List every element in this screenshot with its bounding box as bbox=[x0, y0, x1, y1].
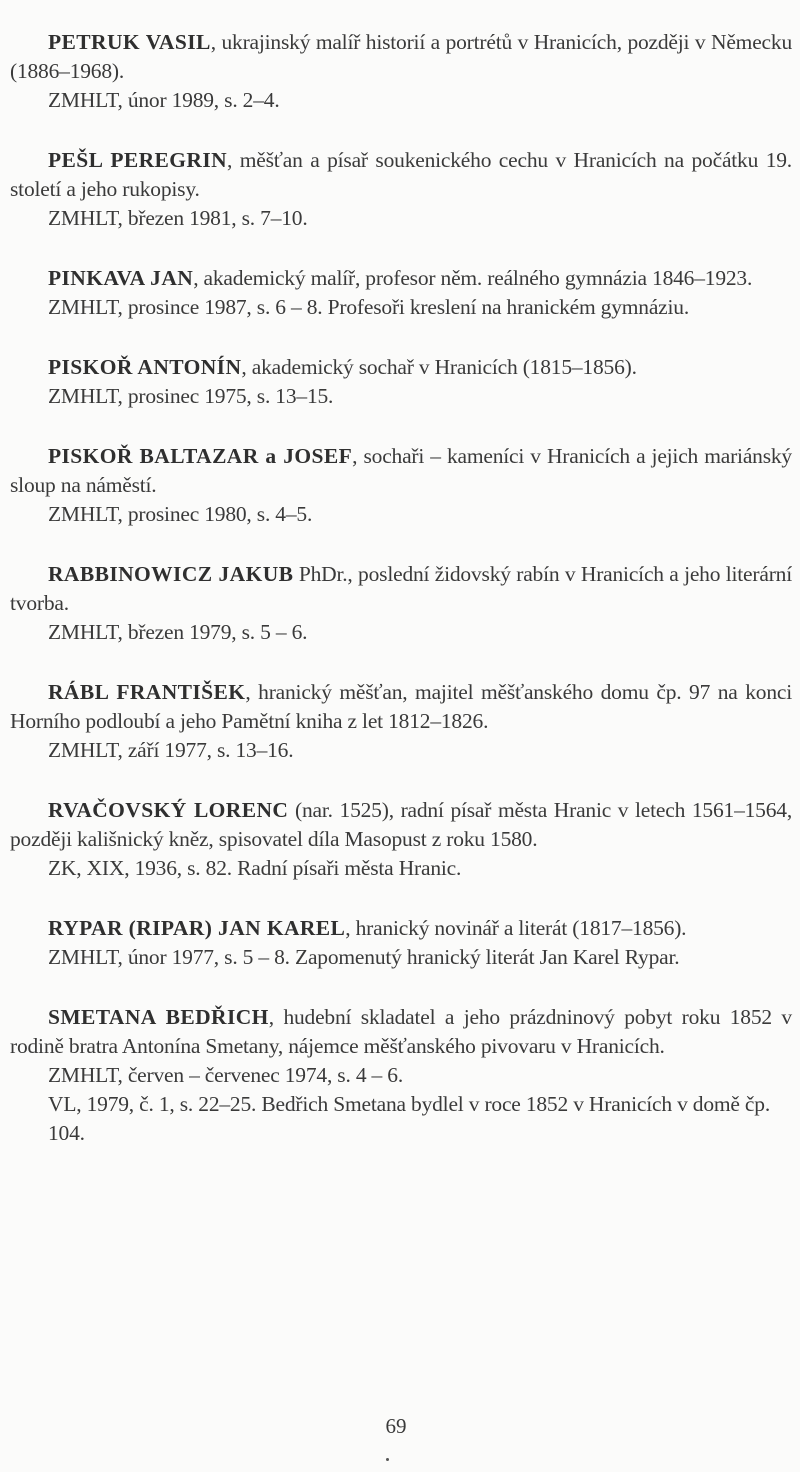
entry-reference bbox=[10, 618, 792, 647]
reference-source: ZMHLT, červen – červenec 1974, s. 4 – 6. bbox=[48, 1063, 404, 1087]
entry-name: RVAČOVSKÝ LORENC bbox=[48, 798, 289, 822]
entry-reference bbox=[10, 943, 792, 972]
reference-note: Zapomenutý hranický literát Jan Karel Rypar. bbox=[289, 945, 680, 969]
entry-reference bbox=[10, 736, 792, 765]
entry-name: SMETANA BEDŘICH bbox=[48, 1005, 269, 1029]
reference-source: ZMHLT, prosince 1987, s. 6 – 8. bbox=[48, 295, 323, 319]
entry-name: RÁBL FRANTIŠEK bbox=[48, 680, 246, 704]
entry-reference bbox=[10, 1061, 792, 1090]
entry-description: , měšťan a písař soukenického cechu v Hranicích na počátku 19. století a jeho rukopisy. bbox=[10, 148, 792, 201]
reference-source: ZMHLT, únor 1977, s. 5 – 8. bbox=[48, 945, 290, 969]
reference-source: ZMHLT, září 1977, s. 13–16. bbox=[48, 738, 294, 762]
entry-description: (nar. 1525), radní písař města Hranic v letech 1561–1564, později kališnický kněz, spisovatel díla Masopust z roku 1580. bbox=[10, 798, 792, 851]
entry-reference bbox=[10, 1090, 792, 1148]
entry-description: , hranický měšťan, majitel měšťanského domu čp. 97 na konci Horního podloubí a jeho Pamětní kniha z let 1812–1826. bbox=[10, 680, 792, 733]
entry-description: , hranický novinář a literát (1817–1856). bbox=[345, 916, 687, 940]
entry-description: , akademický sochař v Hranicích (1815–1856). bbox=[241, 355, 637, 379]
entry-description: PhDr., poslední židovský rabín v Hranicích a jeho literární tvorba. bbox=[10, 562, 792, 615]
entry bbox=[10, 146, 792, 233]
entry-description: , sochaři – kameníci v Hranicích a jejich mariánský sloup na náměstí. bbox=[10, 444, 792, 497]
entry-name: PINKAVA JAN bbox=[48, 266, 194, 290]
reference-source: ZMHLT, březen 1979, s. 5 – 6. bbox=[48, 620, 308, 644]
reference-source: ZMHLT, prosinec 1980, s. 4–5. bbox=[48, 502, 313, 526]
reference-note: Profesoři kreslení na hranickém gymnáziu. bbox=[322, 295, 690, 319]
entry bbox=[10, 442, 792, 529]
bibliography-page bbox=[10, 28, 792, 1179]
reference-source: ZMHLT, březen 1981, s. 7–10. bbox=[48, 206, 308, 230]
entry-reference bbox=[10, 854, 792, 883]
entry bbox=[10, 560, 792, 647]
entry-name: PETRUK VASIL bbox=[48, 30, 211, 54]
entry bbox=[10, 28, 792, 115]
reference-source: ZMHLT, prosinec 1975, s. 13–15. bbox=[48, 384, 334, 408]
page-number: 69 bbox=[385, 1414, 407, 1438]
entry-reference bbox=[10, 204, 792, 233]
entry-description: , akademický malíř, profesor něm. reálného gymnázia 1846–1923. bbox=[193, 266, 753, 290]
entry bbox=[10, 914, 792, 972]
entry-reference bbox=[10, 293, 792, 322]
reference-note: Radní písaři města Hranic. bbox=[231, 856, 462, 880]
reference-source: VL, 1979, č. 1, s. 22–25. bbox=[48, 1092, 257, 1116]
entry-reference bbox=[10, 382, 792, 411]
entry bbox=[10, 353, 792, 411]
entry bbox=[10, 1003, 792, 1148]
entry-reference bbox=[10, 86, 792, 115]
entry-name: PISKOŘ ANTONÍN bbox=[48, 355, 242, 379]
entry-name: PISKOŘ BALTAZAR a JOSEF bbox=[48, 444, 353, 468]
entry-name: RYPAR (RIPAR) JAN KAREL bbox=[48, 916, 346, 940]
entry-reference bbox=[10, 500, 792, 529]
entry-name: RABBINOWICZ JAKUB bbox=[48, 562, 294, 586]
entry bbox=[10, 796, 792, 883]
entry bbox=[10, 678, 792, 765]
entry-description: , ukrajinský malíř historií a portrétů v Hranicích, později v Německu (1886–1968). bbox=[10, 30, 792, 83]
reference-source: ZK, XIX, 1936, s. 82. bbox=[48, 856, 232, 880]
entry-description: , hudební skladatel a jeho prázdninový pobyt roku 1852 v rodině bratra Antonína Smetany, nájemce měšťanského pivovaru v Hranicích. bbox=[10, 1005, 792, 1058]
entry bbox=[10, 264, 792, 322]
reference-note: Bedřich Smetana bydlel v roce 1852 v Hranicích v domě čp. 104. bbox=[48, 1092, 770, 1145]
reference-source: ZMHLT, únor 1989, s. 2–4. bbox=[48, 88, 280, 112]
entry-name: PEŠL PEREGRIN bbox=[48, 148, 228, 172]
print-dot bbox=[386, 1458, 389, 1461]
